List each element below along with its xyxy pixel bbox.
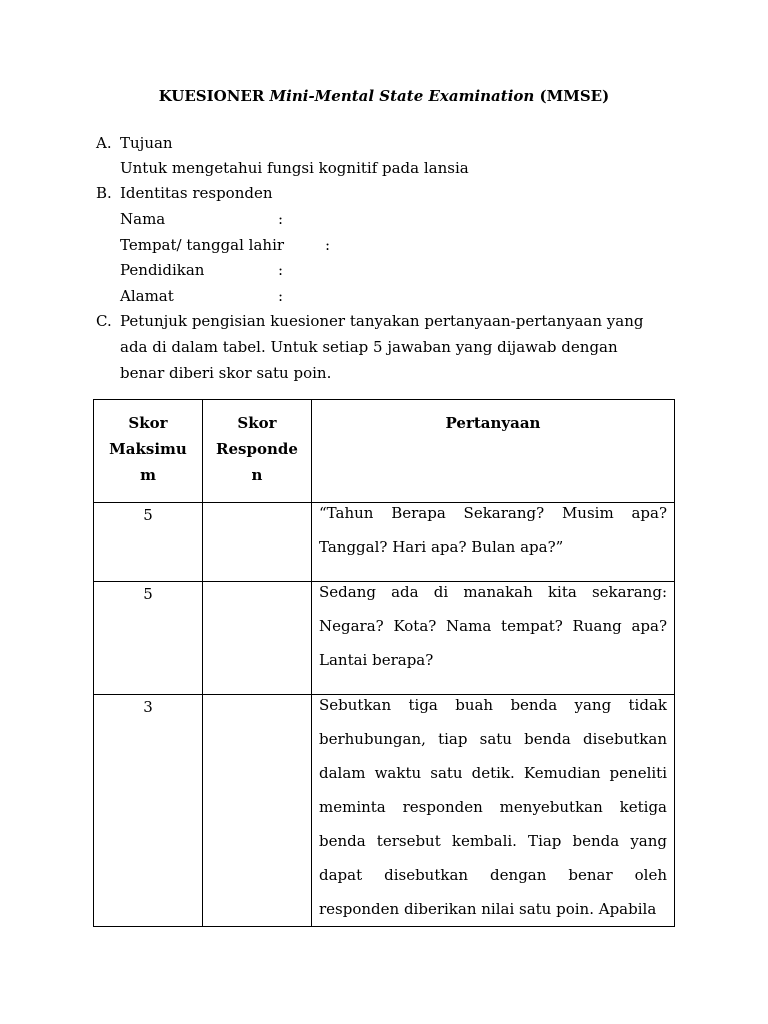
header-pertanyaan: Pertanyaan — [312, 400, 675, 503]
table-row — [94, 582, 675, 695]
section-a-text: Untuk mengetahui fungsi kognitif pada lansia — [120, 159, 469, 177]
section-c-line-2: ada di dalam tabel. Untuk setiap 5 jawaban yang dijawab dengan — [120, 338, 618, 356]
row-3-question-text: Sebutkan tiga buah benda yang tidak berhubungan, tiap satu benda disebutkan dalam waktu satu detik. Kemudian peneliti meminta responden menyebutkan ketiga benda tersebut kembali. Tiap benda yang dapat disebutkan dengan benar oleh responden diberikan nilai satu poin. Apabila — [319, 696, 667, 918]
header-max-line-1: Skor — [128, 414, 168, 432]
row-1-skor-responden[interactable] — [203, 503, 312, 582]
row-1-pertanyaan — [312, 503, 675, 582]
field-label-alamat: Alamat — [120, 287, 174, 305]
mmse-table — [93, 399, 675, 927]
field-label-pendidikan: Pendidikan — [120, 261, 205, 279]
header-resp-line-2: Responde — [216, 440, 298, 458]
row-3-pertanyaan — [312, 695, 675, 927]
table-row — [94, 695, 675, 927]
title-prefix: KUESIONER — [158, 87, 265, 105]
header-skor-maksimum — [94, 400, 203, 503]
row-1-skor-maksimum — [94, 503, 203, 582]
row-2-question-text: Sedang ada di manakah kita sekarang: Negara? Kota? Nama tempat? Ruang apa? Lantai berapa? — [319, 583, 667, 669]
field-colon-pendidikan: : — [278, 261, 284, 279]
table-row — [94, 503, 675, 582]
header-resp-line-1: Skor — [237, 414, 277, 432]
row-2-skor-responden[interactable] — [203, 582, 312, 695]
row-3-skor-maksimum — [94, 695, 203, 927]
field-colon-alamat: : — [278, 287, 284, 305]
section-b-heading — [96, 183, 273, 203]
section-b-letter: B. — [96, 184, 112, 202]
header-max-line-2: Maksimu — [109, 440, 187, 458]
section-a-title: Tujuan — [120, 134, 173, 152]
header-max-line-3: m — [140, 466, 156, 484]
title-suffix: (MMSE) — [539, 87, 610, 105]
section-c-line-3: benar diberi skor satu poin. — [120, 364, 332, 382]
section-a-letter: A. — [96, 134, 112, 152]
header-skor-responden — [203, 400, 312, 503]
table-header-row — [94, 400, 675, 503]
field-label-ttl: Tempat/ tanggal lahir — [120, 236, 285, 254]
section-c-heading — [96, 311, 643, 331]
section-a-heading — [96, 133, 173, 153]
field-colon-ttl: : — [325, 236, 331, 254]
document-title — [0, 86, 768, 106]
row-1-max-value: 5 — [143, 506, 153, 524]
field-colon-nama: : — [278, 210, 284, 228]
row-3-skor-responden[interactable] — [203, 695, 312, 927]
section-c-line-1: Petunjuk pengisian kuesioner tanyakan pertanyaan-pertanyaan yang — [120, 312, 644, 330]
row-2-skor-maksimum — [94, 582, 203, 695]
row-2-pertanyaan — [312, 582, 675, 695]
row-2-max-value: 5 — [143, 585, 153, 603]
section-c-letter: C. — [96, 312, 112, 330]
row-1-question-text: “Tahun Berapa Sekarang? Musim apa? Tanggal? Hari apa? Bulan apa?” — [319, 504, 667, 556]
field-label-nama: Nama — [120, 210, 166, 228]
header-resp-line-3: n — [251, 466, 263, 484]
title-italic: Mini-Mental State Examination — [269, 87, 535, 105]
row-3-max-value: 3 — [143, 698, 153, 716]
section-b-title: Identitas responden — [120, 184, 273, 202]
